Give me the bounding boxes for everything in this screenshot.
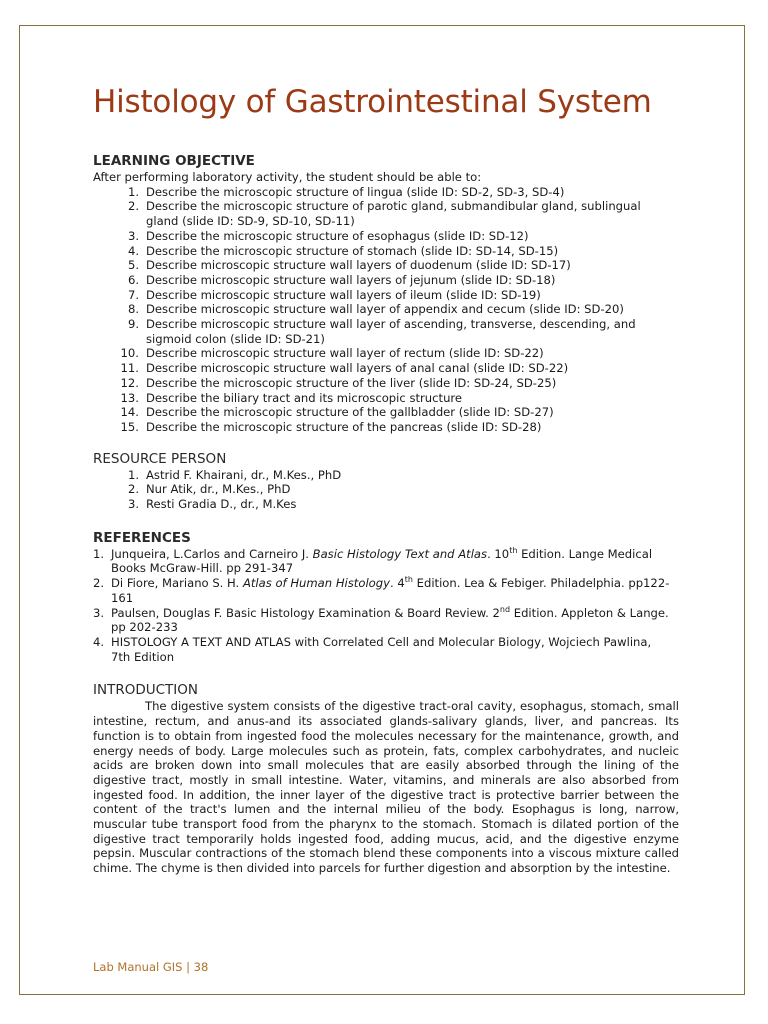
objective-item [93,391,683,406]
objective-item-number: 9. [127,317,139,332]
objective-item-number: 14. [120,405,139,420]
objective-item-text: Describe the biliary tract and its microscopic structure [146,390,463,405]
references-heading: REFERENCES [93,529,191,546]
reference-pre: HISTOLOGY A TEXT AND ATLAS with Correlated Cell and Molecular Biology, Wojciech Pawlina, 7th Edition [111,634,652,664]
objective-item [93,346,683,361]
objective-item [93,273,683,288]
resource-person-item-number: 3. [127,497,139,512]
resource-person-item-number: 2. [127,482,139,497]
objective-item [93,317,683,346]
reference-sup: th [509,545,518,555]
objective-item [93,361,683,376]
page-title: Histology of Gastrointestinal System [93,84,652,120]
objective-item-number: 6. [127,272,139,287]
objective-item-text: Describe the microscopic structure of esophagus (slide ID: SD-12) [146,228,529,243]
reference-item [93,576,683,605]
reference-sup: th [404,575,413,585]
reference-text [111,576,671,605]
reference-sup: nd [499,604,511,614]
introduction-paragraph: The digestive system consists of the digestive tract-oral cavity, esophagus, stomach, small intestine, rectum, and anus-and its associated glands-salivary glands, liver, and pancreas. Its function is to obtain from ingested food the molecules necessary for the maintenance, growth, and energy needs of body. Large molecules such as protein, fats, complex carbohydrates, and nucleic acids are broken down into small molecules that are easily absorbed through the lining of the digestive tract, mostly in small intestine. Water, vitamins, and minerals are also absorbed from ingested food. In addition, the inner layer of the digestive tract is protective barrier between the content of the tract's lumen and the internal milieu of the body. Esophagus is long, narrow, muscular tube transport food from the pharynx to the stomach. Stomach is dilated portion of the digestive tract temporarily holds ingested food, adding mucus, acid, and the digestive enzyme pepsin. Muscular contractions of the stomach blend these components into a viscous mixture called chime. The chyme is then divided into parcels for further digestion and absorption by the intestine. [93,699,679,876]
reference-pre: Di Fiore, Mariano S. H. [111,576,243,591]
reference-text [111,547,671,576]
introduction-heading: INTRODUCTION [93,682,198,699]
reference-post: Edition. Appleton & Lange. pp 202-233 [111,605,669,635]
objective-item [93,288,683,303]
objective-item [93,229,683,244]
reference-text [111,635,671,664]
objective-item [93,405,683,420]
objective-item-text: Describe microscopic structure wall layers of anal canal (slide ID: SD-22) [146,361,569,376]
objective-item [93,185,683,200]
objective-item-number: 12. [120,375,139,390]
objective-item [93,420,683,435]
objective-item-text: Describe the microscopic structure of the pancreas (slide ID: SD-28) [146,419,542,434]
resource-person-item [93,497,683,512]
objective-item-number: 5. [127,258,139,273]
reference-post: Edition. Lea & Febiger. Philadelphia. pp122-161 [111,576,670,605]
objective-item-number: 10. [120,346,139,361]
reference-number: 4. [93,634,105,649]
reference-pre: Paulsen, Douglas F. Basic Histology Examination & Board Review. 2 [111,605,500,620]
objective-item-text: Describe microscopic structure wall layers of jejunum (slide ID: SD-18) [146,272,556,287]
objective-item-number: 13. [120,390,139,405]
objective-item-text: Describe the microscopic structure of the gallbladder (slide ID: SD-27) [146,405,554,420]
resource-person-item [93,482,683,497]
objective-item [93,376,683,391]
objective-item-number: 11. [120,361,139,376]
objective-item [93,244,683,259]
objective-item [93,302,683,317]
objective-item-text: Describe microscopic structure wall layer of appendix and cecum (slide ID: SD-20) [146,302,624,317]
learning-objective-intro: After performing laboratory activity, the student should be able to: [93,170,482,184]
learning-objective-heading: LEARNING OBJECTIVE [93,153,255,169]
reference-pre: Junqueira, L.Carlos and Carneiro J. [111,546,313,561]
objective-item-text: Describe the microscopic structure of stomach (slide ID: SD-14, SD-15) [146,243,559,258]
reference-mid: . 4 [389,576,405,591]
objective-item-text: Describe microscopic structure wall layers of ileum (slide ID: SD-19) [146,287,541,302]
reference-item [93,606,683,635]
reference-text [111,606,671,635]
reference-italic: Atlas of Human Histology [242,576,390,591]
reference-mid: . 10 [487,546,510,561]
resource-person-heading: RESOURCE PERSON [93,450,227,467]
objective-item-number: 8. [127,302,139,317]
objective-item-text: Describe microscopic structure wall layer of ascending, transverse, descending, and sigmoid colon (slide ID: SD-21) [146,317,636,346]
page-footer: Lab Manual GIS | 38 [93,960,209,974]
reference-number: 1. [93,546,105,561]
resource-person-item [93,468,683,483]
reference-item [93,547,683,576]
reference-post: Edition. Lange Medical Books McGraw-Hill. pp 291-347 [111,546,653,576]
objective-item-number: 4. [127,243,139,258]
objective-item-number: 7. [127,287,139,302]
objective-item-number: 3. [127,228,139,243]
objective-item-number: 2. [127,199,139,214]
objective-item-number: 1. [127,184,139,199]
learning-objective-list [93,185,683,435]
objective-item-text: Describe the microscopic structure of lingua (slide ID: SD-2, SD-3, SD-4) [146,184,565,199]
reference-item [93,635,683,664]
objective-item [93,199,683,228]
document-body [93,153,683,876]
objective-item-text: Describe microscopic structure wall layers of duodenum (slide ID: SD-17) [146,258,571,273]
resource-person-item-text: Nur Atik, dr., M.Kes., PhD [146,482,291,497]
resource-person-item-text: Resti Gradia D., dr., M.Kes [146,497,297,512]
resource-person-item-text: Astrid F. Khairani, dr., M.Kes., PhD [146,467,342,482]
references-list [93,547,683,665]
objective-item [93,258,683,273]
reference-number: 2. [93,576,105,591]
objective-item-text: Describe the microscopic structure of the liver (slide ID: SD-24, SD-25) [146,375,557,390]
resource-person-item-number: 1. [127,467,139,482]
resource-person-list [93,468,683,512]
reference-italic: Basic Histology Text and Atlas [312,546,488,561]
objective-item-number: 15. [120,419,139,434]
objective-item-text: Describe the microscopic structure of parotic gland, submandibular gland, sublingual gland (slide ID: SD-9, SD-10, SD-11) [146,199,641,229]
objective-item-text: Describe microscopic structure wall layer of rectum (slide ID: SD-22) [146,346,544,361]
reference-number: 3. [93,605,105,620]
